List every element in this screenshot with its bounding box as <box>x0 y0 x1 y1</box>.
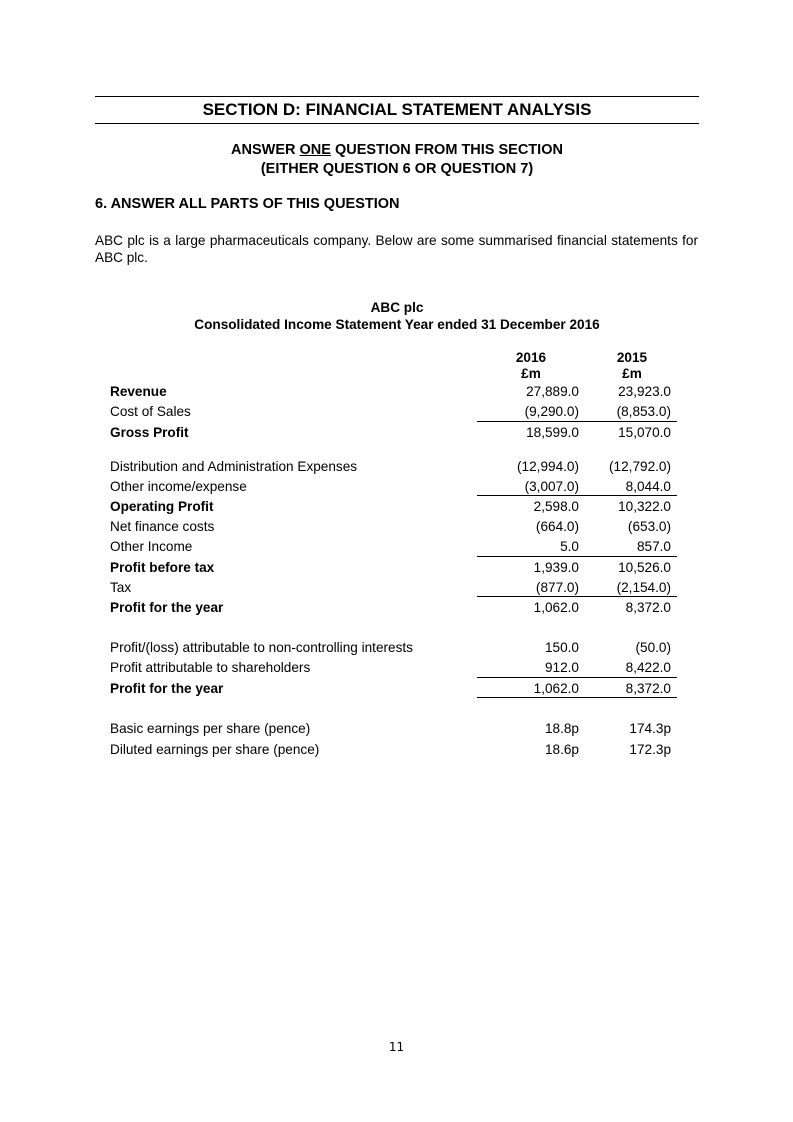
instruction-line-1 <box>95 141 699 160</box>
page-number: 11 <box>388 1040 405 1054</box>
value-2016: 27,889.0 <box>526 384 579 399</box>
value-2015: 8,372.0 <box>625 600 671 615</box>
subtotal-rule <box>477 677 677 678</box>
row-label: Net finance costs <box>110 519 215 534</box>
instruction-prefix: ANSWER <box>231 142 300 158</box>
row-label: Profit for the year <box>110 681 224 696</box>
value-2016: 1,939.0 <box>533 560 579 575</box>
value-2015: 10,322.0 <box>618 499 671 514</box>
value-2016: (877.0) <box>535 580 579 595</box>
row-label: Other income/expense <box>110 479 247 494</box>
value-2016: 1,062.0 <box>533 600 579 615</box>
instruction-suffix: QUESTION FROM THIS SECTION <box>330 142 563 158</box>
value-2016: (664.0) <box>535 519 579 534</box>
column-year: 2015 <box>616 350 648 365</box>
value-2016: 912.0 <box>544 660 579 675</box>
value-2015: 174.3p <box>629 721 671 736</box>
row-label: Distribution and Administration Expenses <box>110 459 358 474</box>
value-2015: 8,044.0 <box>625 479 671 494</box>
row-label: Profit/(loss) attributable to non-controlling interests <box>110 640 413 655</box>
value-2016: 150.0 <box>544 640 579 655</box>
table-row <box>0 459 793 479</box>
table-row <box>0 425 793 445</box>
value-2015: 10,526.0 <box>618 560 671 575</box>
table-row <box>0 499 793 519</box>
column-unit: £m <box>622 366 642 381</box>
value-2015: (12,792.0) <box>609 459 671 474</box>
table-row <box>0 519 793 539</box>
value-2016: 18.8p <box>544 721 579 736</box>
subtotal-rule <box>477 495 677 496</box>
value-2015: 23,923.0 <box>618 384 671 399</box>
subtotal-rule <box>477 421 677 422</box>
value-2015: (8,853.0) <box>616 404 671 419</box>
value-2015: 8,372.0 <box>625 681 671 696</box>
row-label: Cost of Sales <box>110 404 191 419</box>
table-row <box>0 580 793 600</box>
instruction-line-2: (EITHER QUESTION 6 OR QUESTION 7) <box>260 161 534 177</box>
column-header-2015 <box>602 350 662 382</box>
table-row <box>0 600 793 620</box>
row-label: Gross Profit <box>110 425 189 440</box>
value-2016: 1,062.0 <box>533 681 579 696</box>
row-label: Basic earnings per share (pence) <box>110 721 311 736</box>
row-label: Diluted earnings per share (pence) <box>110 742 320 757</box>
value-2016: 2,598.0 <box>533 499 579 514</box>
row-label: Revenue <box>110 384 167 399</box>
value-2015: 15,070.0 <box>618 425 671 440</box>
value-2016: 5.0 <box>560 539 579 554</box>
value-2015: 172.3p <box>629 742 671 757</box>
table-row <box>0 681 793 701</box>
row-label: Tax <box>110 580 132 595</box>
subtotal-rule <box>477 556 677 557</box>
table-row <box>0 560 793 580</box>
section-title: SECTION D: FINANCIAL STATEMENT ANALYSIS <box>95 96 699 124</box>
value-2016: 18.6p <box>544 742 579 757</box>
value-2015: 857.0 <box>636 539 671 554</box>
row-label: Profit for the year <box>110 600 224 615</box>
value-2016: 18,599.0 <box>526 425 579 440</box>
question-heading: 6. ANSWER ALL PARTS OF THIS QUESTION <box>95 196 400 212</box>
table-row <box>0 384 793 404</box>
table-row <box>0 640 793 660</box>
subtotal-rule <box>477 596 677 597</box>
instruction-underlined: ONE <box>299 142 331 158</box>
row-label: Profit attributable to shareholders <box>110 660 311 675</box>
statement-company: ABC plc <box>370 300 424 315</box>
value-2016: (9,290.0) <box>524 404 579 419</box>
instruction <box>95 141 699 179</box>
subtotal-rule <box>477 697 677 698</box>
value-2016: (12,994.0) <box>517 459 579 474</box>
column-unit: £m <box>521 366 541 381</box>
table-row <box>0 721 793 741</box>
value-2015: 8,422.0 <box>625 660 671 675</box>
table-row <box>0 479 793 499</box>
row-label: Profit before tax <box>110 560 215 575</box>
row-label: Operating Profit <box>110 499 214 514</box>
value-2016: (3,007.0) <box>524 479 579 494</box>
statement-title: Consolidated Income Statement Year ended 31 December 2016 <box>194 317 600 332</box>
value-2015: (2,154.0) <box>616 580 671 595</box>
row-label: Other Income <box>110 539 193 554</box>
value-2015: (50.0) <box>635 640 671 655</box>
column-year: 2016 <box>515 350 547 365</box>
value-2015: (653.0) <box>627 519 671 534</box>
intro-text: ABC plc is a large pharmaceuticals company. Below are some summarised financial statements for ABC plc. <box>95 233 698 265</box>
table-row <box>0 742 793 762</box>
column-header-2016 <box>501 350 561 382</box>
